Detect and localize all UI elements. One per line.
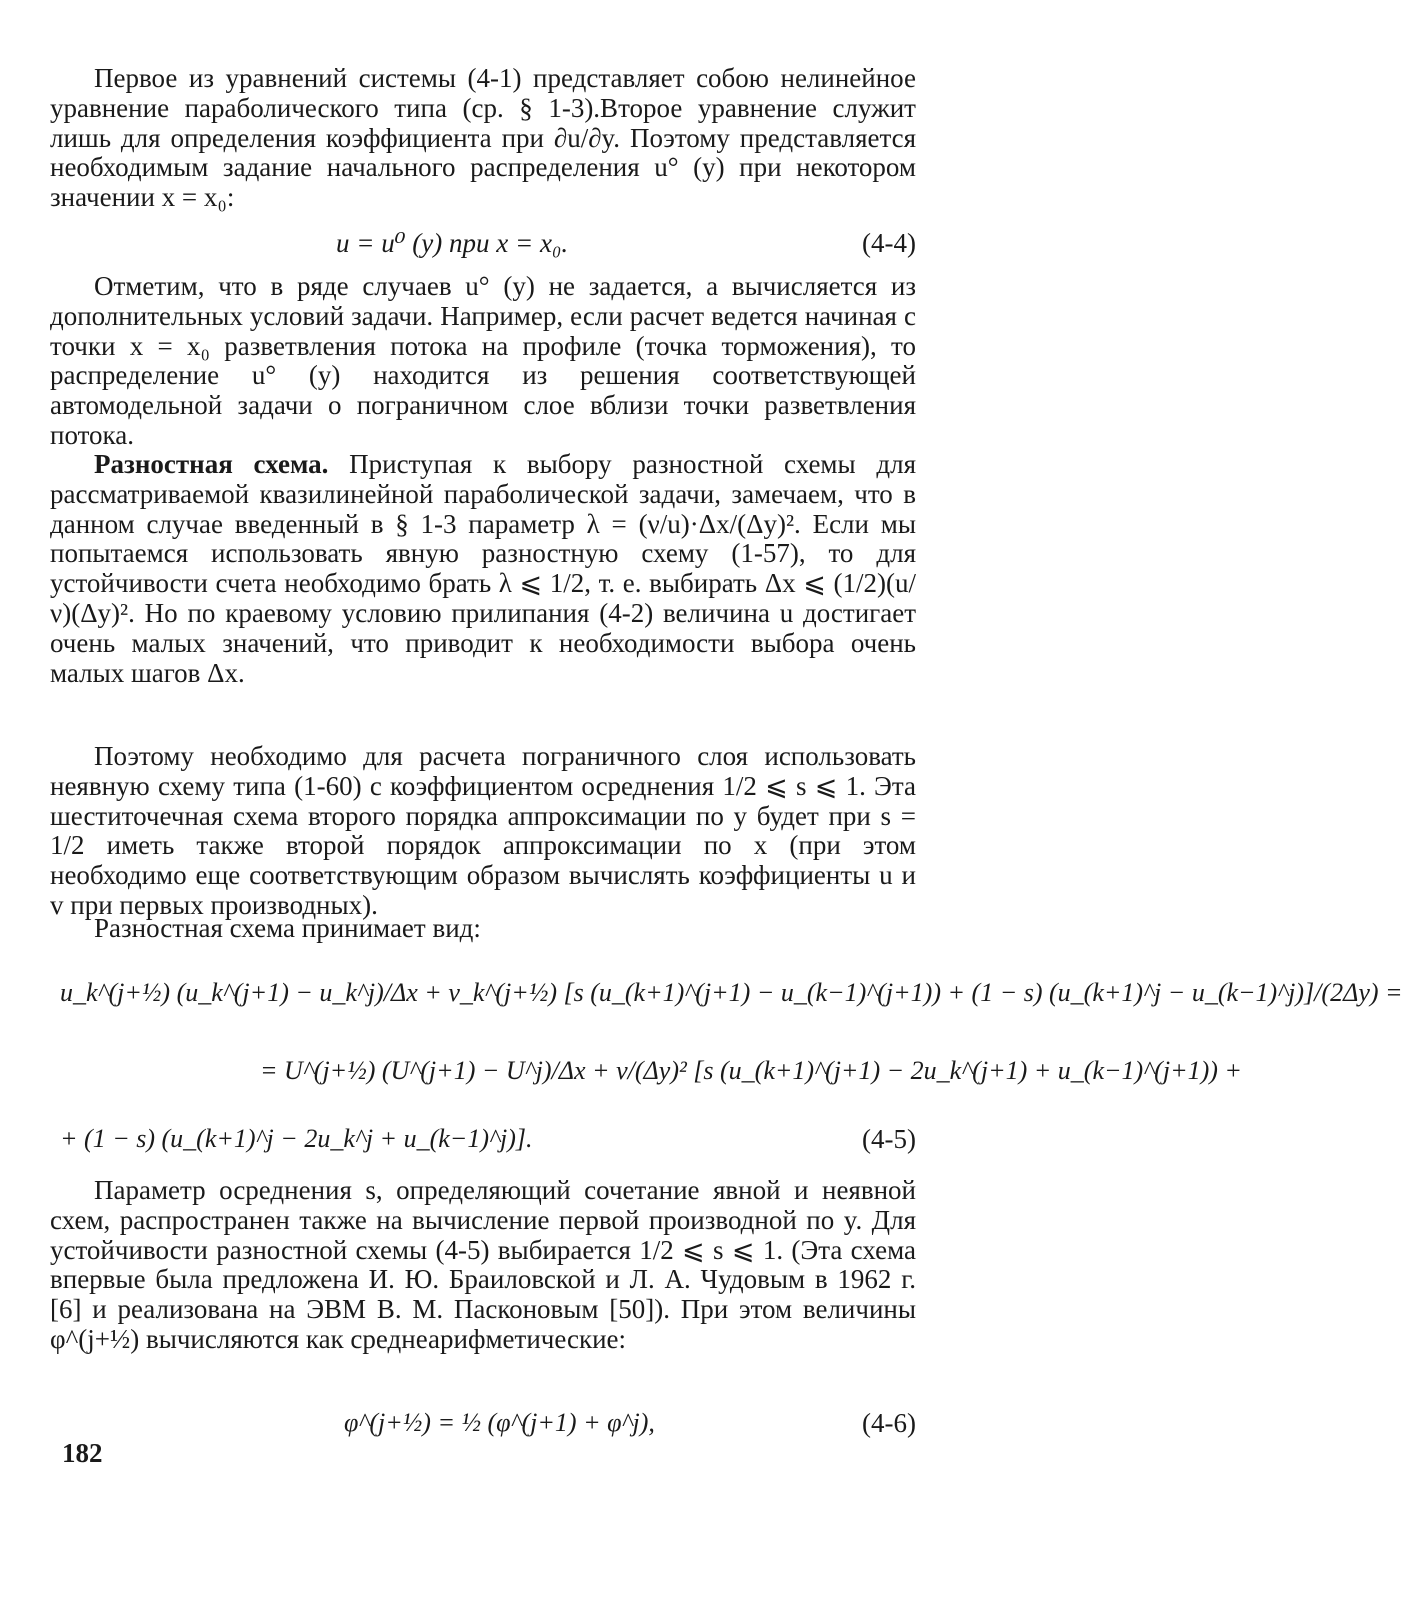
equation-number-4-4: (4-4) bbox=[862, 228, 916, 258]
paragraph-initial-distribution: Отметим, что в ряде случаев u° (y) не задается, а вычисляется из дополнительных условий задачи. Например, если расчет ведется начиная с точки x = x₀ разветвления потока на профиле (точка торможения), то распределение u° (y) находится из решения соответствующей автомодельной задачи о пограничном слое вблизи точки разветвления потока. bbox=[50, 271, 916, 450]
equation-4-4: u = u⁰ (y) при x = x₀. bbox=[336, 228, 569, 258]
paragraph-scheme-form: Разностная схема принимает вид: bbox=[94, 913, 481, 943]
section-heading: Разностная схема. bbox=[94, 449, 329, 479]
equation-4-5-line-2: = U^(j+½) (U^(j+1) − U^j)/Δx + ν/(Δy)² [s (u_(k+1)^(j+1) − 2u_k^(j+1) + u_(k−1)^(j+1)) + bbox=[260, 1056, 1242, 1085]
equation-4-6: φ^(j+½) = ½ (φ^(j+1) + φ^j), bbox=[344, 1408, 655, 1437]
equation-4-5-line-1: u_k^(j+½) (u_k^(j+1) − u_k^j)/Δx + v_k^(j+½) [s (u_(k+1)^(j+1) − u_(k−1)^(j+1)) + (1 − s) (u_(k+1)^j − u_(k−1)^j)]/(2Δy) = bbox=[60, 978, 1403, 1007]
paragraph-implicit-scheme: Поэтому необходимо для расчета пограничного слоя использовать неявную схему типа (1-60) с коэффициентом осреднения 1/2 ⩽ s ⩽ 1. Эта шеститочечная схема второго порядка аппроксимации по y будет при s = 1/2 иметь также второй порядок аппроксимации по x (при этом необходимо еще соответствующим образом вычислять коэффициенты u и v при первых производных). bbox=[50, 741, 916, 920]
equation-4-5-line-3: + (1 − s) (u_(k+1)^j − 2u_k^j + u_(k−1)^j)]. bbox=[60, 1124, 533, 1153]
paragraph-difference-scheme-text: Приступая к выбору разностной схемы для рассматриваемой квазилинейной параболической задачи, замечаем, что в данном случае введенный в § 1-3 параметр λ = (ν/u)·Δx/(Δy)². Если мы попытаемся использовать явную разностную схему (1-57), то для устойчивости счета необходимо брать λ ⩽ 1/2, т. е. выбирать Δx ⩽ (1/2)(u/ν)(Δy)². Но по краевому условию прилипания (4-2) величина u достигает очень малых значений, что приводит к необходимости выбора очень малых шагов Δx. bbox=[50, 449, 916, 688]
equation-number-4-6: (4-6) bbox=[862, 1408, 916, 1438]
paragraph-difference-scheme bbox=[50, 450, 916, 688]
paragraph-intro: Первое из уравнений системы (4-1) представляет собою нелинейное уравнение параболического типа (ср. § 1-3).Второе уравнение служит лишь для определения коэффициента при ∂u/∂y. Поэтому представляется необходимым задание начального распределения u° (y) при некотором значении x = x₀: bbox=[50, 63, 916, 213]
page-number: 182 bbox=[62, 1438, 103, 1468]
equation-number-4-5: (4-5) bbox=[862, 1124, 916, 1154]
paragraph-averaging-parameter: Параметр осреднения s, определяющий сочетание явной и неявной схем, распространен также на вычисление первой производной по y. Для устойчивости разностной схемы (4-5) выбирается 1/2 ⩽ s ⩽ 1. (Эта схема впервые была предложена И. Ю. Браиловской и Л. А. Чудовым в 1962 г. [6] и реализована на ЭВМ В. М. Пасконовым [50]). При этом величины φ^(j+½) вычисляются как среднеарифметические: bbox=[50, 1175, 916, 1354]
